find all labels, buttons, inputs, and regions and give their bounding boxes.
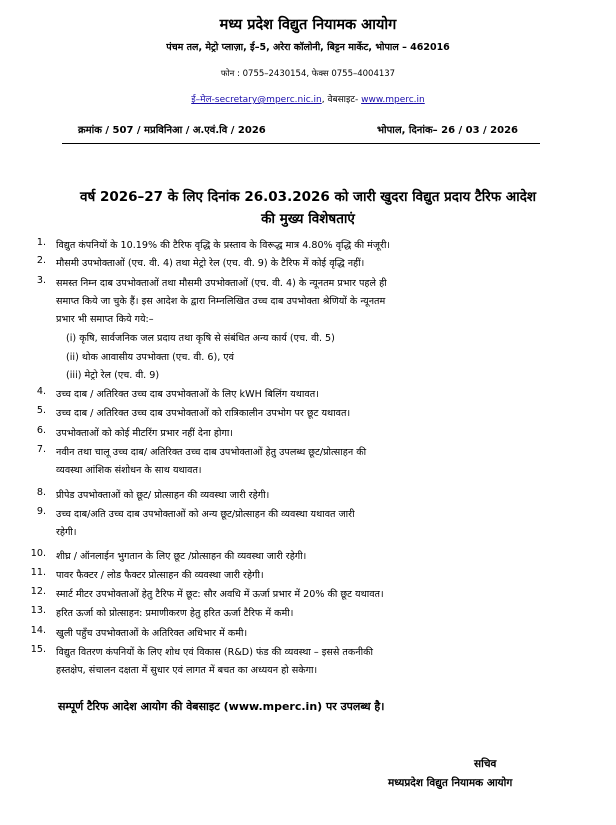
list-item-line: खुली पहुँच उपभोक्ताओं के अतिरिक्त अधिभार में कमी। bbox=[56, 628, 248, 639]
list-item-text bbox=[56, 586, 574, 604]
heading-line-1: वर्ष 2026–27 के लिए दिनांक 26.03.2026 को जारी खुदरा विद्युत प्रदाय टैरिफ आदेश bbox=[79, 189, 537, 205]
list-item-text bbox=[56, 625, 574, 643]
list-item-text bbox=[56, 605, 574, 623]
list-item-text bbox=[56, 506, 574, 542]
list-item-number: 9. bbox=[36, 506, 46, 517]
list-item-line: स्मार्ट मीटर उपभोक्ताओं हेतु टैरिफ में छूट: सौर अवधि में ऊर्जा प्रभार में 20% की छूट यथावत। bbox=[56, 589, 384, 600]
list-item-line: उच्च दाब / अतिरिक्त उच्च दाब उपभोक्ताओं को रात्रिकालीन उपभोग पर छूट यथावत। bbox=[56, 408, 351, 419]
list-item-line: व्यवस्था आंशिक संशोधन के साथ यथावत। bbox=[56, 465, 202, 476]
list-item-text bbox=[56, 255, 574, 273]
list-item-line: विद्युत वितरण कंपनियों के लिए शोध एवं विकास (R&D) फंड की व्यवस्था – इससे तकनीकी bbox=[56, 647, 373, 658]
list-item-line: उपभोक्ताओं को कोई मीटरिंग प्रभार नहीं देना होगा। bbox=[56, 428, 233, 439]
availability-note: सम्पूर्ण टैरिफ आदेश आयोग की वेबसाइट (www.mperc.in) पर उपलब्ध है। bbox=[58, 700, 385, 713]
list-item-number: 14. bbox=[30, 625, 46, 636]
org-address: पंचम तल, मेट्रो प्लाज़ा, ई–5, अरेरा कॉलोनी, बिट्टन मार्केट, भोपाल – 462016 bbox=[166, 42, 450, 53]
list-item-text bbox=[56, 548, 574, 566]
reference-number: क्रमांक / 507 / मप्रविनिआ / अ.एवं.वि / 2026 bbox=[78, 125, 266, 136]
list-item-line: हस्तक्षेप, संचालन दक्षता में सुधार एवं लागत में बचत का अध्ययन हो सकेगा। bbox=[56, 665, 318, 676]
list-item-text bbox=[56, 567, 574, 585]
list-item-line: प्रीपेड उपभोक्ताओं को छूट/ प्रोत्साहन की व्यवस्था जारी रहेगी। bbox=[56, 490, 270, 501]
list-item-text bbox=[56, 644, 574, 680]
list-item-line: पावर फैक्टर / लोड फैक्टर प्रोत्साहन की व्यवस्था जारी रहेगी। bbox=[56, 570, 264, 581]
list-item-text bbox=[56, 237, 574, 255]
sub-item: (ii) थोक आवासीय उपभोक्ता (एच. वी. 6), एवं bbox=[66, 352, 234, 363]
list-item-line: समस्त निम्न दाब उपभोक्ताओं तथा मौसमी उपभोक्ताओं (एच. वी. 4) के न्यूनतम प्रभार पहले ही bbox=[56, 278, 387, 289]
email-label[interactable]: ई–मेल- bbox=[191, 95, 215, 105]
list-item-line: उच्च दाब/अति उच्च दाब उपभोक्ताओं को अन्य छूट/प्रोत्साहन की व्यवस्था यथावत जारी bbox=[56, 509, 355, 520]
list-item-number: 10. bbox=[30, 548, 46, 559]
list-item-line: रहेगी। bbox=[56, 527, 77, 538]
list-item-line: नवीन तथा चालू उच्च दाब/ अतिरिक्त उच्च दाब उपभोक्ताओं हेतु उपलब्ध छूट/प्रोत्साहन की bbox=[56, 447, 367, 458]
sub-item: (iii) मेट्रो रेल (एच. वी. 9) bbox=[66, 370, 160, 381]
contact-line bbox=[0, 92, 616, 105]
place-date: भोपाल, दिनांक– 26 / 03 / 2026 bbox=[376, 125, 518, 136]
list-item-number: 8. bbox=[36, 487, 46, 498]
list-item-number: 13. bbox=[30, 605, 46, 616]
list-item-text bbox=[56, 275, 574, 329]
list-item-text bbox=[56, 386, 574, 404]
list-item-number: 7. bbox=[36, 444, 46, 455]
signatory-organization: मध्यप्रदेश विद्युत नियामक आयोग bbox=[388, 777, 513, 789]
list-item-text bbox=[56, 425, 574, 443]
list-item-text bbox=[56, 487, 574, 505]
list-item-line: विद्युत कंपनियों के 10.19% की टैरिफ वृद्धि के प्रस्ताव के विरूद्ध मात्र 4.80% वृद्धि की मंजूरी। bbox=[56, 240, 391, 251]
signatory-designation: सचिव bbox=[474, 758, 497, 770]
document-heading bbox=[60, 186, 556, 230]
list-item-number: 1. bbox=[36, 237, 46, 248]
list-item-number: 15. bbox=[30, 644, 46, 655]
list-item-line: मौसमी उपभोक्ताओं (एच. वी. 4) तथा मेट्रो रेल (एच. वी. 9) के टैरिफ में कोई वृद्धि नहीं। bbox=[56, 258, 365, 269]
heading-line-2: की मुख्य विशेषताएं bbox=[261, 211, 355, 227]
list-item-number: 6. bbox=[36, 425, 46, 436]
list-item-line: शीघ्र / ऑनलाईन भुगतान के लिए छूट /प्रोत्साहन की व्यवस्था जारी रहेगी। bbox=[56, 551, 307, 562]
list-item-line: हरित ऊर्जा को प्रोत्साहन: प्रमाणीकरण हेतु हरित ऊर्जा टैरिफ में कमी। bbox=[56, 608, 294, 619]
website-link[interactable]: www.mperc.in bbox=[361, 95, 425, 105]
list-item-text bbox=[56, 444, 574, 480]
header-divider bbox=[62, 143, 540, 144]
sub-item: (i) कृषि, सार्वजनिक जल प्रदाय तथा कृषि से संबंधित अन्य कार्य (एच. वी. 5) bbox=[66, 333, 335, 344]
list-item-number: 2. bbox=[36, 255, 46, 266]
list-item-number: 12. bbox=[30, 586, 46, 597]
org-name: मध्य प्रदेश विद्युत नियामक आयोग bbox=[219, 17, 397, 33]
list-item-line: उच्च दाब / अतिरिक्त उच्च दाब उपभोक्ताओं के लिए kWH बिलिंग यथावत। bbox=[56, 389, 319, 400]
website-label: , वेबसाइट- bbox=[321, 95, 359, 105]
list-item-number: 3. bbox=[36, 275, 46, 286]
list-item-number: 4. bbox=[36, 386, 46, 397]
list-item-number: 5. bbox=[36, 405, 46, 416]
reference-row bbox=[62, 122, 532, 136]
list-item-text bbox=[56, 405, 574, 423]
email-link[interactable]: secretary@mperc.nic.in bbox=[214, 95, 322, 105]
list-item-line: समाप्त किये जा चुके हैं। इस आदेश के द्वारा निम्नलिखित उच्च दाब उपभोक्ता श्रेणियों के न्यूनतम bbox=[56, 296, 386, 307]
list-item-number: 11. bbox=[30, 567, 46, 578]
list-item-line: प्रभार भी समाप्त किये गये:– bbox=[56, 314, 154, 325]
phone-fax-line: फोन : 0755–2430154, फेक्स 0755–4004137 bbox=[220, 69, 396, 79]
